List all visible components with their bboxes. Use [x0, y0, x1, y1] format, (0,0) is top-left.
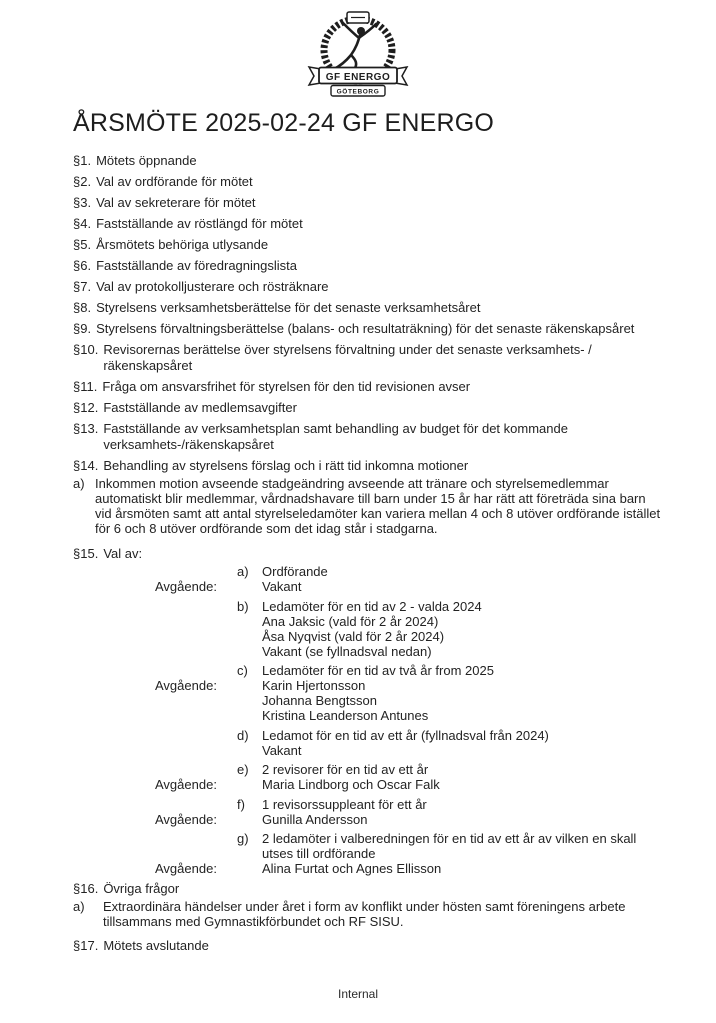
avgaende-label — [155, 644, 237, 659]
election-item-text: 1 revisorssuppleant för ett år — [262, 796, 427, 812]
election-item-text: Ana Jaksic (vald för 2 år 2024) — [262, 613, 439, 629]
agenda-item-line: Fastställande av röstlängd för mötet — [96, 216, 303, 231]
election-row — [155, 728, 692, 743]
section16-number: §16. — [73, 880, 99, 896]
avgaende-label — [155, 564, 237, 579]
election-item-letter — [237, 861, 262, 876]
election-row — [155, 812, 692, 827]
agenda-item-line: Fastställande av verksamhetsplan samt behandling av budget för det kommande — [103, 421, 568, 436]
election-row — [155, 777, 692, 792]
section16-title: Övriga frågor — [103, 880, 180, 896]
section14-title: Behandling av styrelsens förslag och i rätt tid inkomna motioner — [103, 458, 469, 473]
agenda-item — [73, 195, 692, 211]
agenda-item — [73, 216, 692, 232]
election-row — [155, 564, 692, 579]
agenda-item — [73, 237, 692, 253]
banner-ribbon — [309, 67, 407, 96]
election-item-letter — [237, 644, 262, 659]
election-item — [73, 797, 692, 827]
logo-club-name: GF ENERGO — [325, 72, 391, 83]
election-row — [155, 797, 692, 812]
election-item-letter: g) — [237, 831, 249, 846]
election-item — [73, 728, 692, 758]
election-item-letter: e) — [237, 762, 249, 777]
agenda-item-line: räkenskapsåret — [103, 358, 193, 373]
agenda-item-line: Revisorernas berättelse över styrelsens förvaltning under det senaste verksamhets- / — [103, 342, 592, 357]
avgaende-label — [155, 629, 237, 644]
election-item — [73, 663, 692, 723]
agenda-item-text — [96, 300, 692, 316]
agenda-item-text — [103, 400, 692, 416]
election-row — [155, 861, 692, 876]
avgaende-label — [155, 599, 237, 614]
agenda-item — [73, 321, 692, 337]
election-item — [73, 762, 692, 792]
election-item-letter: c) — [237, 663, 248, 678]
avgaende-label — [155, 831, 237, 846]
election-item-letter: d) — [237, 727, 249, 743]
motion-line: automatiskt blir medlemmar, vårdnadshavare till barn under 15 år har rätt att företräda sina barn — [95, 491, 646, 506]
avgaende-label: Avgående: — [155, 861, 217, 876]
election-item-text: 2 revisorer för en tid av ett år — [262, 762, 429, 777]
election-item-letter: a) — [237, 564, 249, 579]
election-row — [155, 762, 692, 777]
agenda-item-number: §5. — [73, 237, 92, 252]
election-row — [155, 743, 692, 758]
election-item-text: Ledamöter för en tid av 2 - valda 2024 — [262, 598, 482, 614]
agenda-item — [73, 153, 692, 169]
agenda-item-line: Fastställande av medlemsavgifter — [103, 400, 297, 415]
motion-line: Inkommen motion avseende stadgeändring avseende att tränare och styrelsemedlemmar — [95, 476, 609, 491]
section16-sub-line: Extraordinära händelser under året i form av konflikt under hösten samt föreningens arbete — [103, 898, 626, 914]
election-item-text: utses till ordförande — [262, 846, 376, 861]
election-item-text: Ordförande — [262, 564, 328, 579]
election-list — [73, 564, 692, 876]
election-item-letter — [237, 614, 262, 629]
election-item-letter — [237, 629, 262, 644]
avgaende-label — [155, 728, 237, 743]
agenda-item-number: §11. — [73, 379, 98, 394]
section15-number: §15. — [73, 546, 99, 561]
election-row — [155, 644, 692, 659]
agenda-list — [73, 153, 692, 453]
agenda-item — [73, 421, 692, 453]
gymnast-wreath-icon — [287, 11, 429, 97]
club-logo — [0, 0, 716, 102]
election-row — [155, 846, 692, 861]
avgaende-label: Avgående: — [155, 777, 217, 792]
agenda-item-text — [96, 237, 692, 253]
agenda-item-text — [96, 174, 692, 190]
election-item-letter — [237, 678, 262, 693]
agenda-item-number: §6. — [73, 258, 92, 273]
agenda-item — [73, 279, 692, 295]
agenda-item-text — [103, 421, 692, 453]
avgaende-label — [155, 743, 237, 758]
section16-subitem — [73, 899, 692, 929]
avgaende-label — [155, 663, 237, 678]
agenda-item — [73, 342, 692, 374]
election-item — [73, 599, 692, 659]
section14-heading — [73, 458, 692, 474]
avgaende-label — [155, 797, 237, 812]
election-item-text: Alina Furtat och Agnes Ellisson — [262, 861, 442, 876]
avgaende-label: Avgående: — [155, 678, 217, 693]
agenda-item-number: §12. — [73, 400, 99, 415]
election-row — [155, 693, 692, 708]
agenda-item-text — [96, 258, 692, 274]
avgaende-label — [155, 846, 237, 861]
section17-title: Mötets avslutande — [103, 937, 209, 953]
agenda-item-line: Val av ordförande för mötet — [96, 174, 253, 189]
election-item-letter — [237, 812, 262, 827]
election-row — [155, 599, 692, 614]
agenda-item-line: Mötets öppnande — [96, 153, 197, 168]
avgaende-label: Avgående: — [155, 579, 217, 594]
avgaende-label — [155, 614, 237, 629]
section15-heading — [73, 546, 692, 562]
section14-number: §14. — [73, 458, 99, 473]
election-row — [155, 663, 692, 678]
agenda-item-number: §3. — [73, 195, 92, 210]
agenda-item-line: Val av protokolljusterare och rösträknare — [96, 279, 329, 294]
election-row — [155, 579, 692, 594]
page-title: ÅRSMÖTE 2025-02-24 GF ENERGO — [73, 109, 495, 137]
election-item-letter — [237, 777, 262, 792]
agenda-item — [73, 300, 692, 316]
agenda-item-text — [96, 279, 692, 295]
agenda-item-number: §1. — [73, 153, 92, 168]
election-item-text: Maria Lindborg och Oscar Falk — [262, 777, 440, 792]
election-item-text: Kristina Leanderson Antunes — [262, 708, 429, 723]
election-item-letter — [237, 743, 262, 758]
election-item-letter: b) — [237, 598, 249, 614]
election-item-letter — [237, 579, 262, 594]
election-row — [155, 678, 692, 693]
agenda-item-number: §7. — [73, 279, 92, 294]
section16-sub-letter: a) — [73, 898, 85, 914]
election-item-text: Johanna Bengtsson — [262, 693, 377, 708]
election-item-letter: f) — [237, 796, 245, 812]
section14-motion — [73, 476, 692, 536]
agenda-item-number: §10. — [73, 342, 99, 357]
motion-letter: a) — [73, 476, 85, 491]
footer-classification-label: Internal — [337, 987, 379, 1001]
section16-sub-text — [103, 899, 625, 929]
motion-line: för 6 och 8 utöver ordförande som det idag står i stadgarna. — [95, 521, 438, 536]
section17-number: §17. — [73, 937, 99, 953]
avgaende-label — [155, 708, 237, 723]
agenda-item-line: Styrelsens verksamhetsberättelse för det senaste verksamhetsåret — [96, 300, 481, 315]
agenda-item-number: §4. — [73, 216, 92, 231]
agenda-item-line: Fastställande av föredragningslista — [96, 258, 297, 273]
election-row — [155, 614, 692, 629]
avgaende-label: Avgående: — [155, 811, 217, 827]
election-item-letter — [237, 708, 262, 723]
election-item-text: Karin Hjertonsson — [262, 678, 366, 693]
agenda-item-text — [102, 379, 692, 395]
agenda-item — [73, 400, 692, 416]
election-item-text: Gunilla Andersson — [262, 811, 368, 827]
election-item-text: Ledamot för en tid av ett år (fyllnadsval från 2024) — [262, 727, 549, 743]
section16-heading — [73, 881, 692, 897]
agenda-item-text — [96, 153, 692, 169]
agenda-item-line: Fråga om ansvarsfrihet för styrelsen för den tid revisionen avser — [102, 379, 471, 394]
avgaende-label — [155, 762, 237, 777]
avgaende-label — [155, 693, 237, 708]
agenda-content — [73, 153, 692, 954]
election-row — [155, 831, 692, 846]
election-item-text: Ledamöter för en tid av två år from 2025 — [262, 663, 494, 678]
agenda-item-text — [96, 195, 692, 211]
agenda-item — [73, 174, 692, 190]
agenda-item-text — [103, 342, 692, 374]
agenda-item — [73, 258, 692, 274]
agenda-item-number: §13. — [73, 421, 99, 436]
election-item — [73, 564, 692, 594]
motion-line: vid årsmöten samt att antal styrelseledamöter kan variera mellan 4 och 8 utöver ordförande istället — [95, 506, 661, 521]
agenda-item-number: §9. — [73, 321, 92, 336]
election-item-text: Åsa Nyqvist (vald för 2 år 2024) — [262, 628, 445, 644]
section16-sub-line: tillsammans med Gymnastikförbundet och RF SISU. — [103, 913, 404, 929]
agenda-item-line: Val av sekreterare för mötet — [96, 195, 256, 210]
agenda-item — [73, 379, 692, 395]
election-item-text: 2 ledamöter i valberedningen för en tid av ett år av vilken en skall — [262, 831, 637, 846]
election-item-letter — [237, 846, 262, 861]
section17-heading — [73, 938, 692, 954]
election-item-letter — [237, 693, 262, 708]
agenda-item-line: Årsmötets behöriga utlysande — [96, 237, 269, 252]
election-item — [73, 831, 692, 876]
agenda-item-line: verksamhets-/räkenskapsåret — [103, 437, 274, 452]
logo-city-name: GÖTEBORG — [336, 88, 380, 96]
election-row — [155, 629, 692, 644]
agenda-item-text — [96, 321, 692, 337]
motion-text — [95, 476, 660, 536]
election-item-text: Vakant — [262, 742, 302, 758]
agenda-item-text — [96, 216, 692, 232]
election-row — [155, 708, 692, 723]
section15-title: Val av: — [103, 546, 143, 561]
agenda-item-line: Styrelsens förvaltningsberättelse (balans- och resultaträkning) för det senaste räkenskapsåret — [96, 321, 635, 336]
agenda-item-number: §2. — [73, 174, 92, 189]
agenda-item-number: §8. — [73, 300, 92, 315]
election-item-text: Vakant — [262, 579, 302, 594]
election-item-text: Vakant (se fyllnadsval nedan) — [262, 643, 432, 659]
